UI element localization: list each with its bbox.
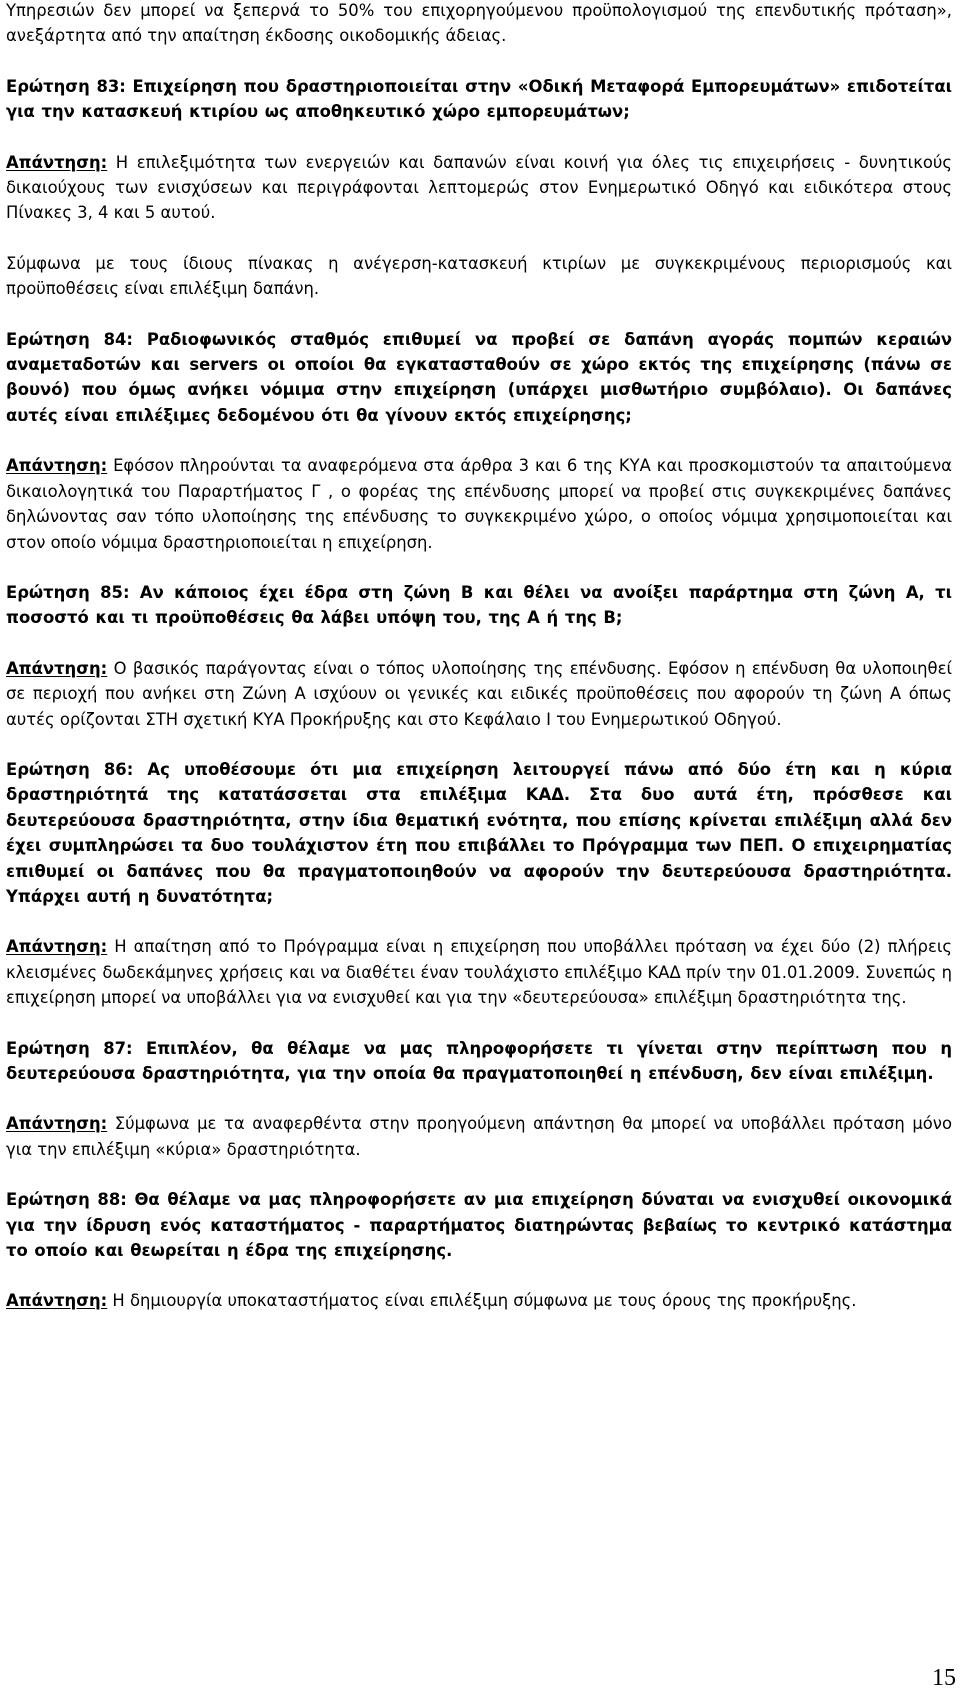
question-88: Ερώτηση 88: Θα θέλαμε να μας πληροφορήσετε αν μια επιχείρηση δύναται να ενισχυθεί οικονομικά για την ίδρυση ενός καταστήματος - παραρτήματος διατηρώντας βεβαίως το κεντρικό κατάστημα το οποίο και θεωρείται η έδρα της επιχείρησης.	[6, 1190, 952, 1261]
answer-88	[6, 1288, 952, 1313]
answer-label: Απάντηση:	[6, 658, 108, 678]
answer-86-text: Η απαίτηση από το Πρόγραμμα είναι η επιχείρηση που υποβάλλει πρόταση να έχει δύο (2) πλήρεις κλεισμένες δωδεκάμηνες χρήσεις και να διαθέτει έναν τουλάχιστο επιλέξιμο ΚΑΔ πρίν την 01.01.2009. Συνεπώς η επιχείρηση μπορεί να υποβάλλει για να ενισχυθεί και για την «δευτερεύουσα» επιλέξιμη δραστηριότητα της.	[6, 937, 952, 1008]
intro-continuation: Υπηρεσιών δεν μπορεί να ξεπερνά το 50% του επιχορηγούμενου προϋπολογισμού της επενδυτικής πρόταση», ανεξάρτητα από την απαίτηση έκδοσης οικοδομικής άδειας.	[6, 1, 952, 46]
answer-87-text: Σύμφωνα με τα αναφερθέντα στην προηγούμενη απάντηση θα μπορεί να υποβάλλει πρόταση μόνο για την επιλέξιμη «κύρια» δραστηριότητα.	[6, 1114, 952, 1159]
page-number: 15	[932, 1665, 956, 1691]
question-84: Ερώτηση 84: Ραδιοφωνικός σταθμός επιθυμεί να προβεί σε δαπάνη αγοράς πομπών κεραιών αναμεταδοτών και servers οι οποίοι θα εγκατασταθούν σε χώρο εκτός της επιχείρησης (πάνω σε βουνό) που όμως ανήκει νόμιμα στην επιχείρηση (υπάρχει μισθωτήριο συμβόλαιο). Οι δαπάνες αυτές είναι επιλέξιμες δεδομένου ότι θα γίνουν εκτός επιχείρησης;	[6, 329, 952, 425]
answer-85-text: Ο βασικός παράγοντας είναι ο τόπος υλοποίησης της επένδυσης. Εφόσον η επένδυση θα υλοποιηθεί σε περιοχή που ανήκει στη Ζώνη Α ισχύουν οι γενικές και ειδικές προϋποθέσεις που αφορούν τη ζώνη Α όπως αυτές ορίζονται ΣΤΗ σχετική ΚΥΑ Προκήρυξης και στο Κεφάλαιο Ι του Ενημερωτικού Οδηγού.	[6, 658, 952, 729]
answer-85	[6, 656, 952, 732]
answer-84	[6, 453, 952, 555]
question-86: Ερώτηση 86: Ας υποθέσουμε ότι μια επιχείρηση λειτουργεί πάνω από δύο έτη και η κύρια δραστηριότητά της κατατάσσεται στα επιλέξιμα ΚΑΔ. Στα δυο αυτά έτη, πρόσθεσε και δευτερεύουσα δραστηριότητα, στην ίδια θεματική ενότητα, που επίσης κρίνεται επιλέξιμη αλλά δεν έχει συμπληρώσει τα δυο τουλάχιστον έτη που επιβάλλει το Πρόγραμμα των ΠΕΠ. Ο επιχειρηματίας επιθυμεί οι δαπάνες που θα πραγματοποιηθούν να αφορούν την δευτερεύουσα δραστηριότητα. Υπάρχει αυτή η δυνατότητα;	[6, 759, 952, 906]
answer-84-text: Εφόσον πληρούνται τα αναφερόμενα στα άρθρα 3 και 6 της ΚΥΑ και προσκομιστούν τα απαιτούμενα δικαιολογητικά του Παραρτήματος Γ , ο φορέας της επένδυσης μπορεί να προβεί στις συγκεκριμένες δαπάνες δηλώνοντας σαν τόπο υλοποίησης της επένδυσης το συγκεκριμένο χώρο, ο οποίος νόμιμα χρησιμοποιείται και στον οποίο νόμιμα δραστηριοποιείται η επιχείρηση.	[6, 456, 952, 552]
answer-label: Απάντηση:	[6, 937, 108, 957]
answer-88-text: Η δημιουργία υποκαταστήματος είναι επιλέξιμη σύμφωνα με τους όρους της προκήρυξης.	[107, 1291, 857, 1311]
answer-83-extra: Σύμφωνα με τους ίδιους πίνακας η ανέγερση-κατασκευή κτιρίων με συγκεκριμένους περιορισμούς και προϋποθέσεις είναι επιλέξιμη δαπάνη.	[6, 253, 952, 299]
question-85: Ερώτηση 85: Αν κάποιος έχει έδρα στη ζώνη Β και θέλει να ανοίξει παράρτημα στη ζώνη Α, τι ποσοστό και τι προϋποθέσεις θα λάβει υπόψη του, της Α ή της Β;	[6, 582, 952, 628]
answer-label: Απάντηση:	[6, 1291, 108, 1311]
answer-86	[6, 934, 952, 1010]
answer-label: Απάντηση:	[6, 152, 108, 172]
answer-83-text: Η επιλεξιμότητα των ενεργειών και δαπανών είναι κοινή για όλες τις επιχειρήσεις - δυνητικούς δικαιούχους των ενισχύσεων και περιγράφονται λεπτομερώς στον Ενημερωτικό Οδηγό και ειδικότερα στους Πίνακες 3, 4 και 5 αυτού.	[6, 152, 952, 223]
answer-87	[6, 1111, 952, 1162]
answer-83	[6, 150, 952, 226]
question-83: Ερώτηση 83: Επιχείρηση που δραστηριοποιείται στην «Οδική Μεταφορά Εμπορευμάτων» επιδοτείται για την κατασκευή κτιρίου ως αποθηκευτικό χώρο εμπορευμάτων;	[6, 76, 953, 122]
question-87: Ερώτηση 87: Επιπλέον, θα θέλαμε να μας πληροφορήσετε τι γίνεται στην περίπτωση που η δευτερεύουσα δραστηριότητα, για την οποία θα πραγματοποιηθεί η επένδυση, δεν είναι επιλέξιμη.	[6, 1038, 952, 1083]
document-page	[6, 0, 952, 1314]
answer-label: Απάντηση:	[6, 456, 108, 476]
answer-label: Απάντηση:	[6, 1114, 108, 1134]
